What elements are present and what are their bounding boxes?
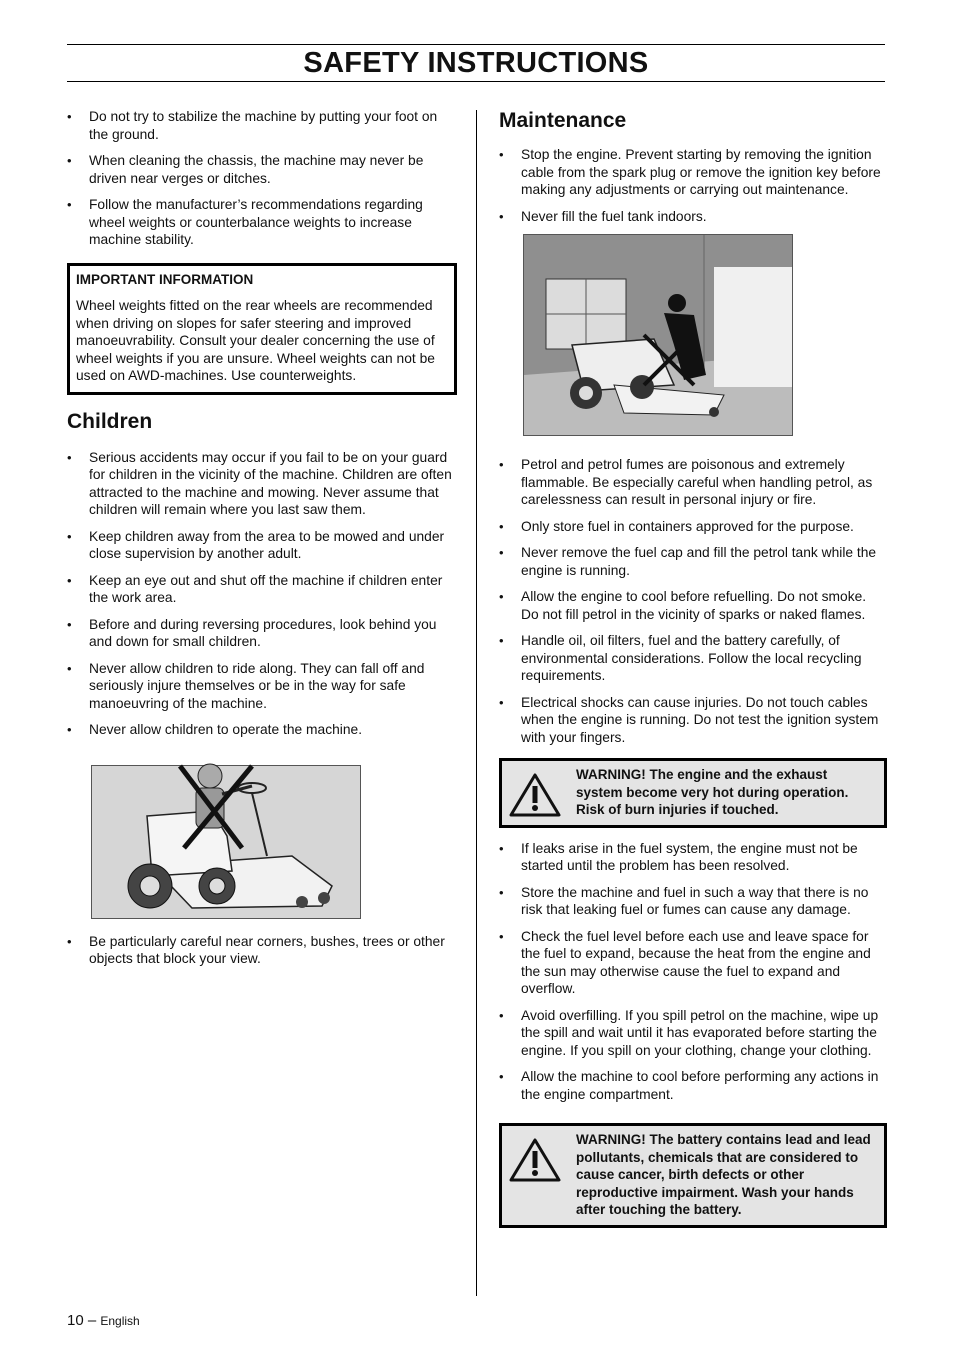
hot-engine-warning-box [499,758,887,828]
bullet-item: • Only store fuel in containers approved for the purpose. [499,518,887,536]
warning-triangle-icon [508,1137,562,1183]
important-text: Wheel weights fitted on the rear wheels are recommended when driving on slopes for safer steering and improved manoeuvrability. Consult your dealer concerning the use of wheel weights if you are unsure. Wheel weights can not be used on AWD-machines. Use counterweights. [76,298,435,383]
bullet-item: • Allow the engine to cool before refuelling. Do not smoke. Do not fill petrol in the vicinity of sparks or naked flames. [499,588,887,623]
bullet-item: • Electrical shocks can cause injuries. Do not touch cables when the engine is running. Do not test the ignition system with your fingers. [499,694,887,747]
intro-bullet-list [67,108,457,249]
page-footer [67,1312,140,1329]
maintenance-bullet-list-2 [499,456,887,746]
important-title: IMPORTANT INFORMATION [76,271,254,287]
child-on-mower-illustration [91,765,361,919]
footer-language: English [100,1314,140,1328]
bullet-item: • Before and during reversing procedures, look behind you and down for small children. [67,616,457,651]
important-information-box [67,263,457,395]
page-number: 10 – [67,1312,97,1329]
battery-warning-text: WARNING! The battery contains lead and lead pollutants, chemicals that are considered to cause cancer, birth defects or other reproductive impairment. Wash your hands after touching the battery. [576,1132,871,1217]
warning-triangle-icon [508,772,562,818]
battery-warning-box [499,1123,887,1228]
maintenance-bullet-list-1 [499,146,887,225]
page-title: SAFETY INSTRUCTIONS [303,47,649,79]
bullet-item: • Check the fuel level before each use and leave space for the fuel to expand, because the heat from the engine and the sun may otherwise cause the fuel to expand and overflow. [499,928,887,998]
bullet-item: • Never fill the fuel tank indoors. [499,208,887,226]
children-bullet-list [67,449,457,739]
bullet-item: • Keep children away from the area to be mowed and under close supervision by another adult. [67,528,457,563]
bullet-item: • Keep an eye out and shut off the machine if children enter the work area. [67,572,457,607]
right-column [499,108,887,1240]
indoor-refuelling-illustration [523,234,793,436]
bullet-item: • Serious accidents may occur if you fail to be on your guard for children in the vicinity of the machine. Children are often attracted to the machine and mowing. Never assume that children will remain where you last saw them. [67,449,457,519]
bullet-item: • Handle oil, oil filters, fuel and the battery carefully, of environmental considerations. Follow the local recycling requirements. [499,632,887,685]
bullet-item: • If leaks arise in the fuel system, the engine must not be started until the problem has been resolved. [499,840,887,875]
bullet-item: • Avoid overfilling. If you spill petrol on the machine, wipe up the spill and wait until it has evaporated before starting the engine. If you spill on your clothing, change your clothing. [499,1007,887,1060]
children-heading: Children [67,409,153,433]
maintenance-bullet-list-3 [499,840,887,1104]
indoor-refuelling-drawing [524,235,792,435]
bullet-item: • Do not try to stabilize the machine by putting your foot on the ground. [67,108,457,143]
visibility-bullet-list [67,933,457,968]
hot-engine-warning-text: WARNING! The engine and the exhaust system become very hot during operation. Risk of burn injuries if touched. [576,767,849,817]
bullet-item: • Be particularly careful near corners, bushes, trees or other objects that block your view. [67,933,457,968]
bullet-item: • Never remove the fuel cap and fill the petrol tank while the engine is running. [499,544,887,579]
bullet-item: • Never allow children to operate the machine. [67,721,457,739]
maintenance-heading: Maintenance [499,109,627,132]
bullet-item: • Store the machine and fuel in such a way that there is no risk that leaking fuel or fumes can cause any damage. [499,884,887,919]
bullet-item: • Stop the engine. Prevent starting by removing the ignition cable from the spark plug or remove the ignition key before making any adjustments or carrying out maintenance. [499,146,887,199]
column-divider [476,110,477,1296]
left-column [67,108,457,977]
bullet-item: • Petrol and petrol fumes are poisonous and extremely flammable. Be especially careful when handling petrol, as carelessness can result in personal injury or fire. [499,456,887,509]
bullet-item: • Never allow children to ride along. They can fall off and seriously injure themselves or be in the way for safe manoeuvring of the machine. [67,660,457,713]
bullet-item: • When cleaning the chassis, the machine may never be driven near verges or ditches. [67,152,457,187]
title-rule [67,81,885,82]
bullet-item: • Follow the manufacturer’s recommendations regarding wheel weights or counterbalance weights to increase machine stability. [67,196,457,249]
bullet-item: • Allow the machine to cool before performing any actions in the engine compartment. [499,1068,887,1103]
mower-child-crossed-drawing [92,736,360,918]
